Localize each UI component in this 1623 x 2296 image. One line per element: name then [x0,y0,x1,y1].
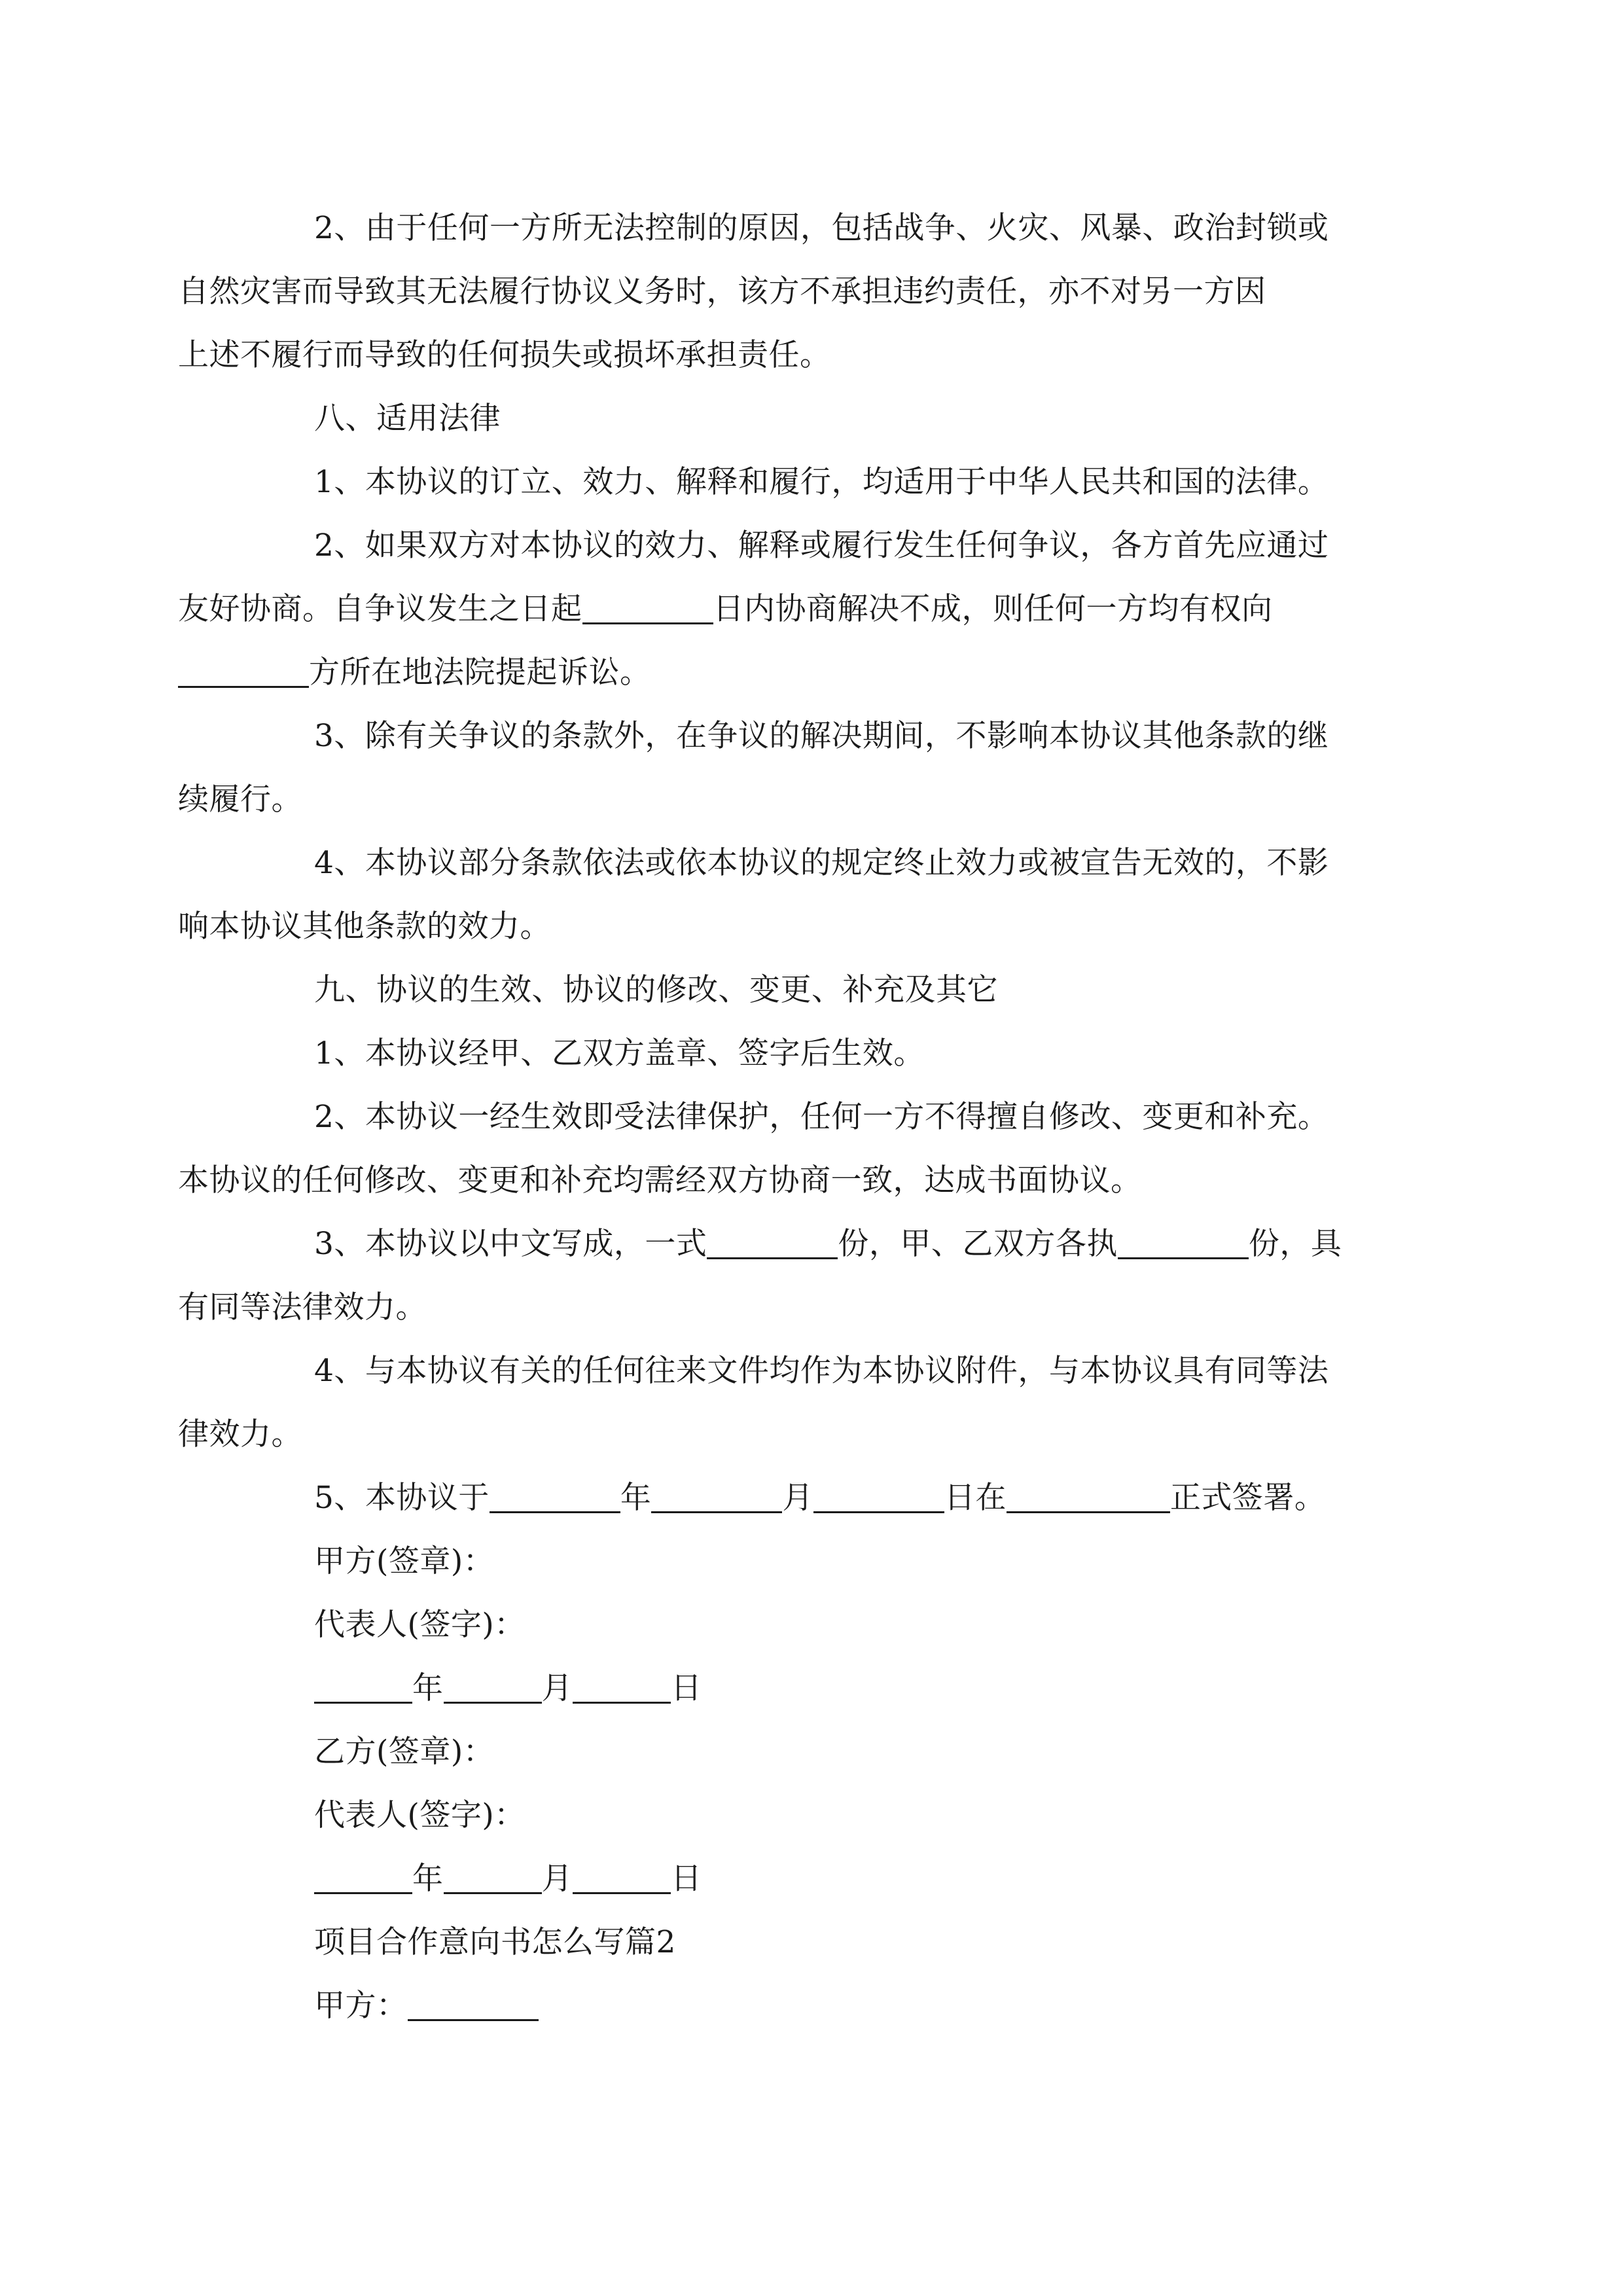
blank-party-field[interactable] [178,655,309,688]
party-a-date-line [246,1657,1378,1720]
party-a-seal-label: 甲方(签章)： [314,1543,495,1579]
party-a-label: 甲方： [314,1988,408,2024]
text-line: 续履行。 [178,781,302,817]
text-line: 2、由于任何一方所无法控制的原因，包括战争、火灾、风暴、政治封锁或 [314,210,1329,246]
blank-copies-each-field[interactable] [1118,1227,1249,1259]
text-line: 2、本协议一经生效即受法律保护，任何一方不得擅自修改、变更和补充。 [314,1099,1329,1135]
blank-year-field[interactable] [314,1671,412,1704]
date-day-label: 日 [671,1670,702,1706]
text-line: 自然灾害而导致其无法履行协议义务时，该方不承担违约责任，亦不对另一方因 [178,274,1266,310]
section-2-party-a-line [246,1974,1378,2037]
text-line: 份，具 [1248,1226,1342,1262]
date-month-label: 月 [541,1861,573,1897]
text-line: 本协议的任何修改、变更和补充均需经双方协商一致，达成书面协议。 [178,1162,1142,1198]
clause-8-4 [178,831,1378,958]
clause-9-3 [178,1212,1378,1339]
text-line: 年 [620,1480,652,1516]
text-line: 3、本协议以中文写成，一式 [314,1226,707,1262]
text-line: 有同等法律效力。 [178,1289,427,1325]
blank-month-field[interactable] [444,1671,542,1704]
blank-party-a-name-field[interactable] [408,1988,539,2021]
text-line: 正式签署。 [1169,1480,1326,1516]
blank-year-field[interactable] [490,1480,620,1513]
blank-days-field[interactable] [582,592,713,624]
text-line: 4、本协议部分条款依法或依本协议的规定终止效力或被宣告无效的，不影 [314,845,1329,881]
clause-8-3 [178,704,1378,831]
party-a-representative-label: 代表人(签字)： [314,1607,526,1643]
text-line: 日在 [944,1480,1007,1516]
section-2-title: 项目合作意向书怎么写篇2 [314,1924,676,1960]
text-line: 响本协议其他条款的效力。 [178,908,551,944]
date-month-label: 月 [541,1670,573,1706]
blank-day-field[interactable] [813,1480,944,1513]
clause-9-2 [178,1085,1378,1212]
blank-place-field[interactable] [1007,1480,1170,1513]
blank-month-field[interactable] [651,1480,782,1513]
text-line: 律效力。 [178,1416,302,1452]
section-heading-applicable-law: 八、适用法律 [314,401,501,437]
text-line: 3、除有关争议的条款外，在争议的解决期间，不影响本协议其他条款的继 [314,718,1329,754]
text-line: 方所在地法院提起诉讼。 [309,655,651,691]
text-line: 份，甲、乙双方各执 [838,1226,1118,1262]
text-line: 日内协商解决不成，则任何一方均有权向 [713,591,1273,627]
text-line: 上述不履行而导致的任何损失或损坏承担责任。 [178,337,831,373]
document-body [178,196,1378,2037]
blank-copies-total-field[interactable] [707,1227,838,1259]
text-line: 友好协商。自争议发生之日起 [178,591,582,627]
clause-9-5 [246,1466,1378,1530]
party-b-representative-label: 代表人(签字)： [314,1797,526,1833]
clause-8-1: 1、本协议的订立、效力、解释和履行，均适用于中华人民共和国的法律。 [314,464,1329,500]
party-b-seal-label: 乙方(签章)： [314,1734,495,1770]
clause-9-1: 1、本协议经甲、乙双方盖章、签字后生效。 [314,1035,925,1071]
party-b-date-line [246,1847,1378,1910]
date-year-label: 年 [412,1670,444,1706]
blank-month-field[interactable] [444,1861,542,1894]
clause-9-4 [178,1339,1378,1466]
date-year-label: 年 [412,1861,444,1897]
text-line: 月 [782,1480,813,1516]
clause-8-2 [178,514,1378,704]
text-line: 2、如果双方对本协议的效力、解释或履行发生任何争议，各方首先应通过 [314,528,1329,564]
text-line: 4、与本协议有关的任何往来文件均作为本协议附件，与本协议具有同等法 [314,1353,1329,1389]
text-line: 5、本协议于 [314,1480,490,1516]
date-day-label: 日 [671,1861,702,1897]
blank-day-field[interactable] [573,1671,671,1704]
section-heading-effectiveness: 九、协议的生效、协议的修改、变更、补充及其它 [314,972,998,1008]
blank-year-field[interactable] [314,1861,412,1894]
blank-day-field[interactable] [573,1861,671,1894]
clause-8-force-majeure [178,196,1378,387]
